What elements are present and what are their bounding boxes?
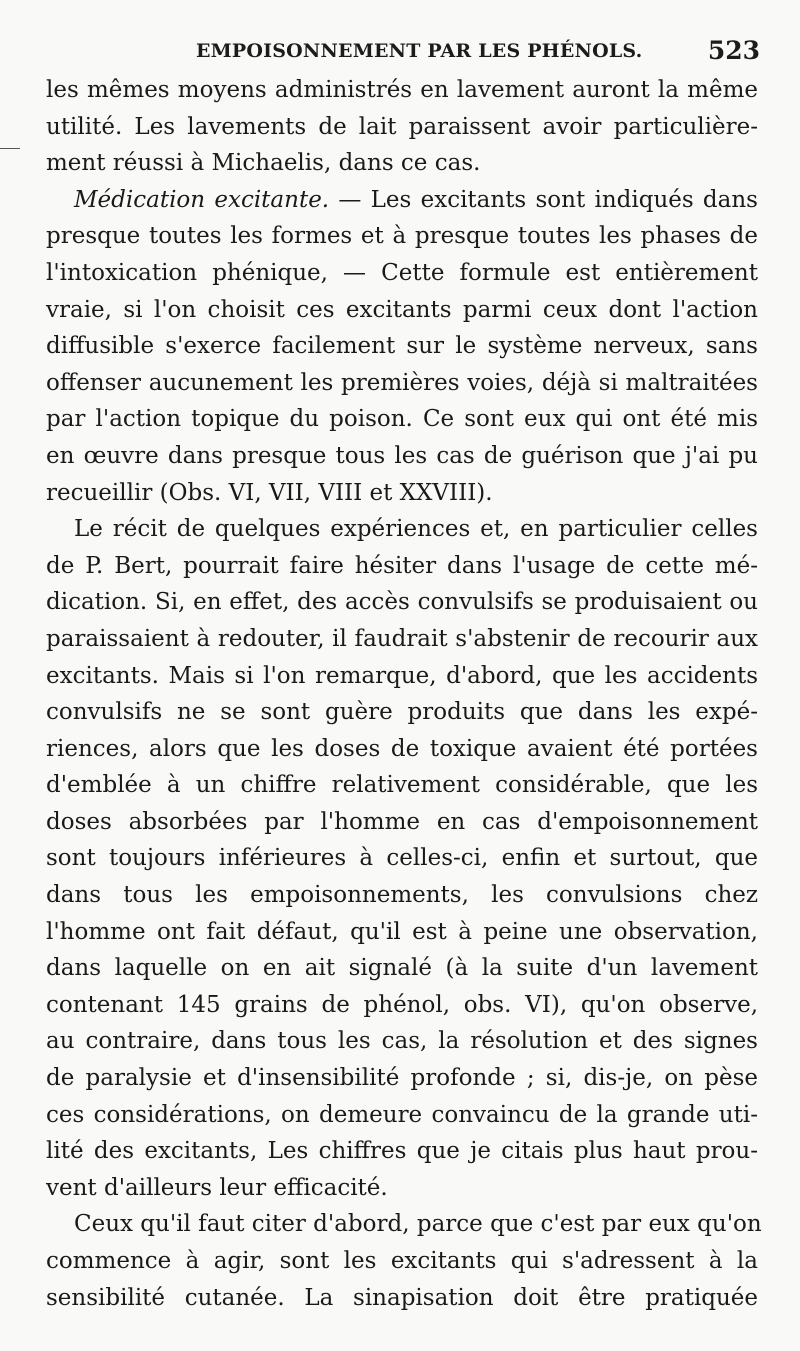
text-line: commence à agir, sont les excitants qui s'adressent à la: [46, 1248, 758, 1274]
text-line: lité des excitants, Les chiffres que je citais plus haut prou-: [46, 1138, 758, 1165]
text-line: dication. Si, en effet, des accès convulsifs se produisaient ou: [46, 589, 758, 616]
text-line: dans tous les empoisonnements, les convulsions chez: [46, 882, 758, 909]
paragraph-1: [46, 72, 758, 182]
text-line: dans laquelle on en ait signalé (à la suite d'un lavement: [46, 955, 758, 982]
text-line: Ceux qu'il faut citer d'abord, parce que c'est par eux qu'on: [74, 1211, 762, 1238]
text-line: vent d'ailleurs leur efficacité.: [46, 1174, 388, 1201]
text-line: Le récit de quelques expériences et, en particulier celles: [74, 516, 758, 543]
text-line: les mêmes moyens administrés en lavement auront la même: [46, 77, 758, 103]
text-line: de P. Bert, pourrait faire hésiter dans l'usage de cette mé-: [46, 552, 758, 579]
running-head: EMPOISONNEMENT PAR LES PHÉNOLS.: [196, 40, 643, 62]
text-line: [46, 182, 758, 219]
text-line: offenser aucunement les premières voies, déjà si maltraitées: [46, 369, 758, 396]
text-line: ment réussi à Michaelis, dans ce cas.: [46, 150, 481, 177]
text-line: sont toujours inférieures à celles-ci, enfin et surtout, que: [46, 845, 758, 872]
paragraph-3: [46, 511, 758, 1206]
text-line: sensibilité cutanée. La sinapisation doit être pratiquée: [46, 1284, 758, 1311]
section-heading-italic: Médication excitante.: [74, 186, 330, 213]
text-line: vraie, si l'on choisit ces excitants parmi ceux dont l'action: [46, 296, 758, 323]
text-line: recueillir (Obs. VI, VII, VIII et XXVIII).: [46, 479, 493, 506]
paragraph-4: [46, 1206, 762, 1316]
text-line: d'emblée à un chiffre relativement considérable, que les: [46, 772, 758, 799]
paragraph-2: [46, 182, 758, 511]
body-text: [46, 72, 762, 1316]
page-header: [48, 36, 760, 70]
margin-mark: [0, 148, 20, 149]
text-line: contenant 145 grains de phénol, obs. VI), qu'on observe,: [46, 991, 758, 1018]
text-line: de paralysie et d'insensibilité profonde ; si, dis-je, on pèse: [46, 1065, 758, 1092]
text-line: doses absorbées par l'homme en cas d'empoisonnement: [46, 808, 758, 835]
text-line: en œuvre dans presque tous les cas de guérison que j'ai pu: [46, 442, 758, 469]
text-line: excitants. Mais si l'on remarque, d'abord, que les accidents: [46, 662, 758, 689]
text-line: convulsifs ne se sont guère produits que dans les expé-: [46, 699, 758, 726]
text-line: paraissaient à redouter, il faudrait s'abstenir de recourir aux: [46, 625, 758, 652]
text-line: au contraire, dans tous les cas, la résolution et des signes: [46, 1028, 758, 1055]
text-line: ces considérations, on demeure convaincu de la grande uti-: [46, 1101, 758, 1128]
text-line: par l'action topique du poison. Ce sont eux qui ont été mis: [46, 406, 758, 433]
text-line: l'homme ont fait défaut, qu'il est à peine une observation,: [46, 918, 758, 945]
text-line: presque toutes les formes et à presque toutes les phases de: [46, 223, 758, 250]
text-line: riences, alors que les doses de toxique avaient été portées: [46, 735, 758, 762]
text-line: utilité. Les lavements de lait paraissent avoir particulière-: [46, 113, 758, 140]
text-run: — Les excitants sont indiqués dans: [329, 186, 758, 213]
text-line: l'intoxication phénique, — Cette formule est entièrement: [46, 259, 758, 286]
page-number: 523: [707, 36, 760, 65]
text-line: diffusible s'exerce facilement sur le système nerveux, sans: [46, 333, 758, 360]
